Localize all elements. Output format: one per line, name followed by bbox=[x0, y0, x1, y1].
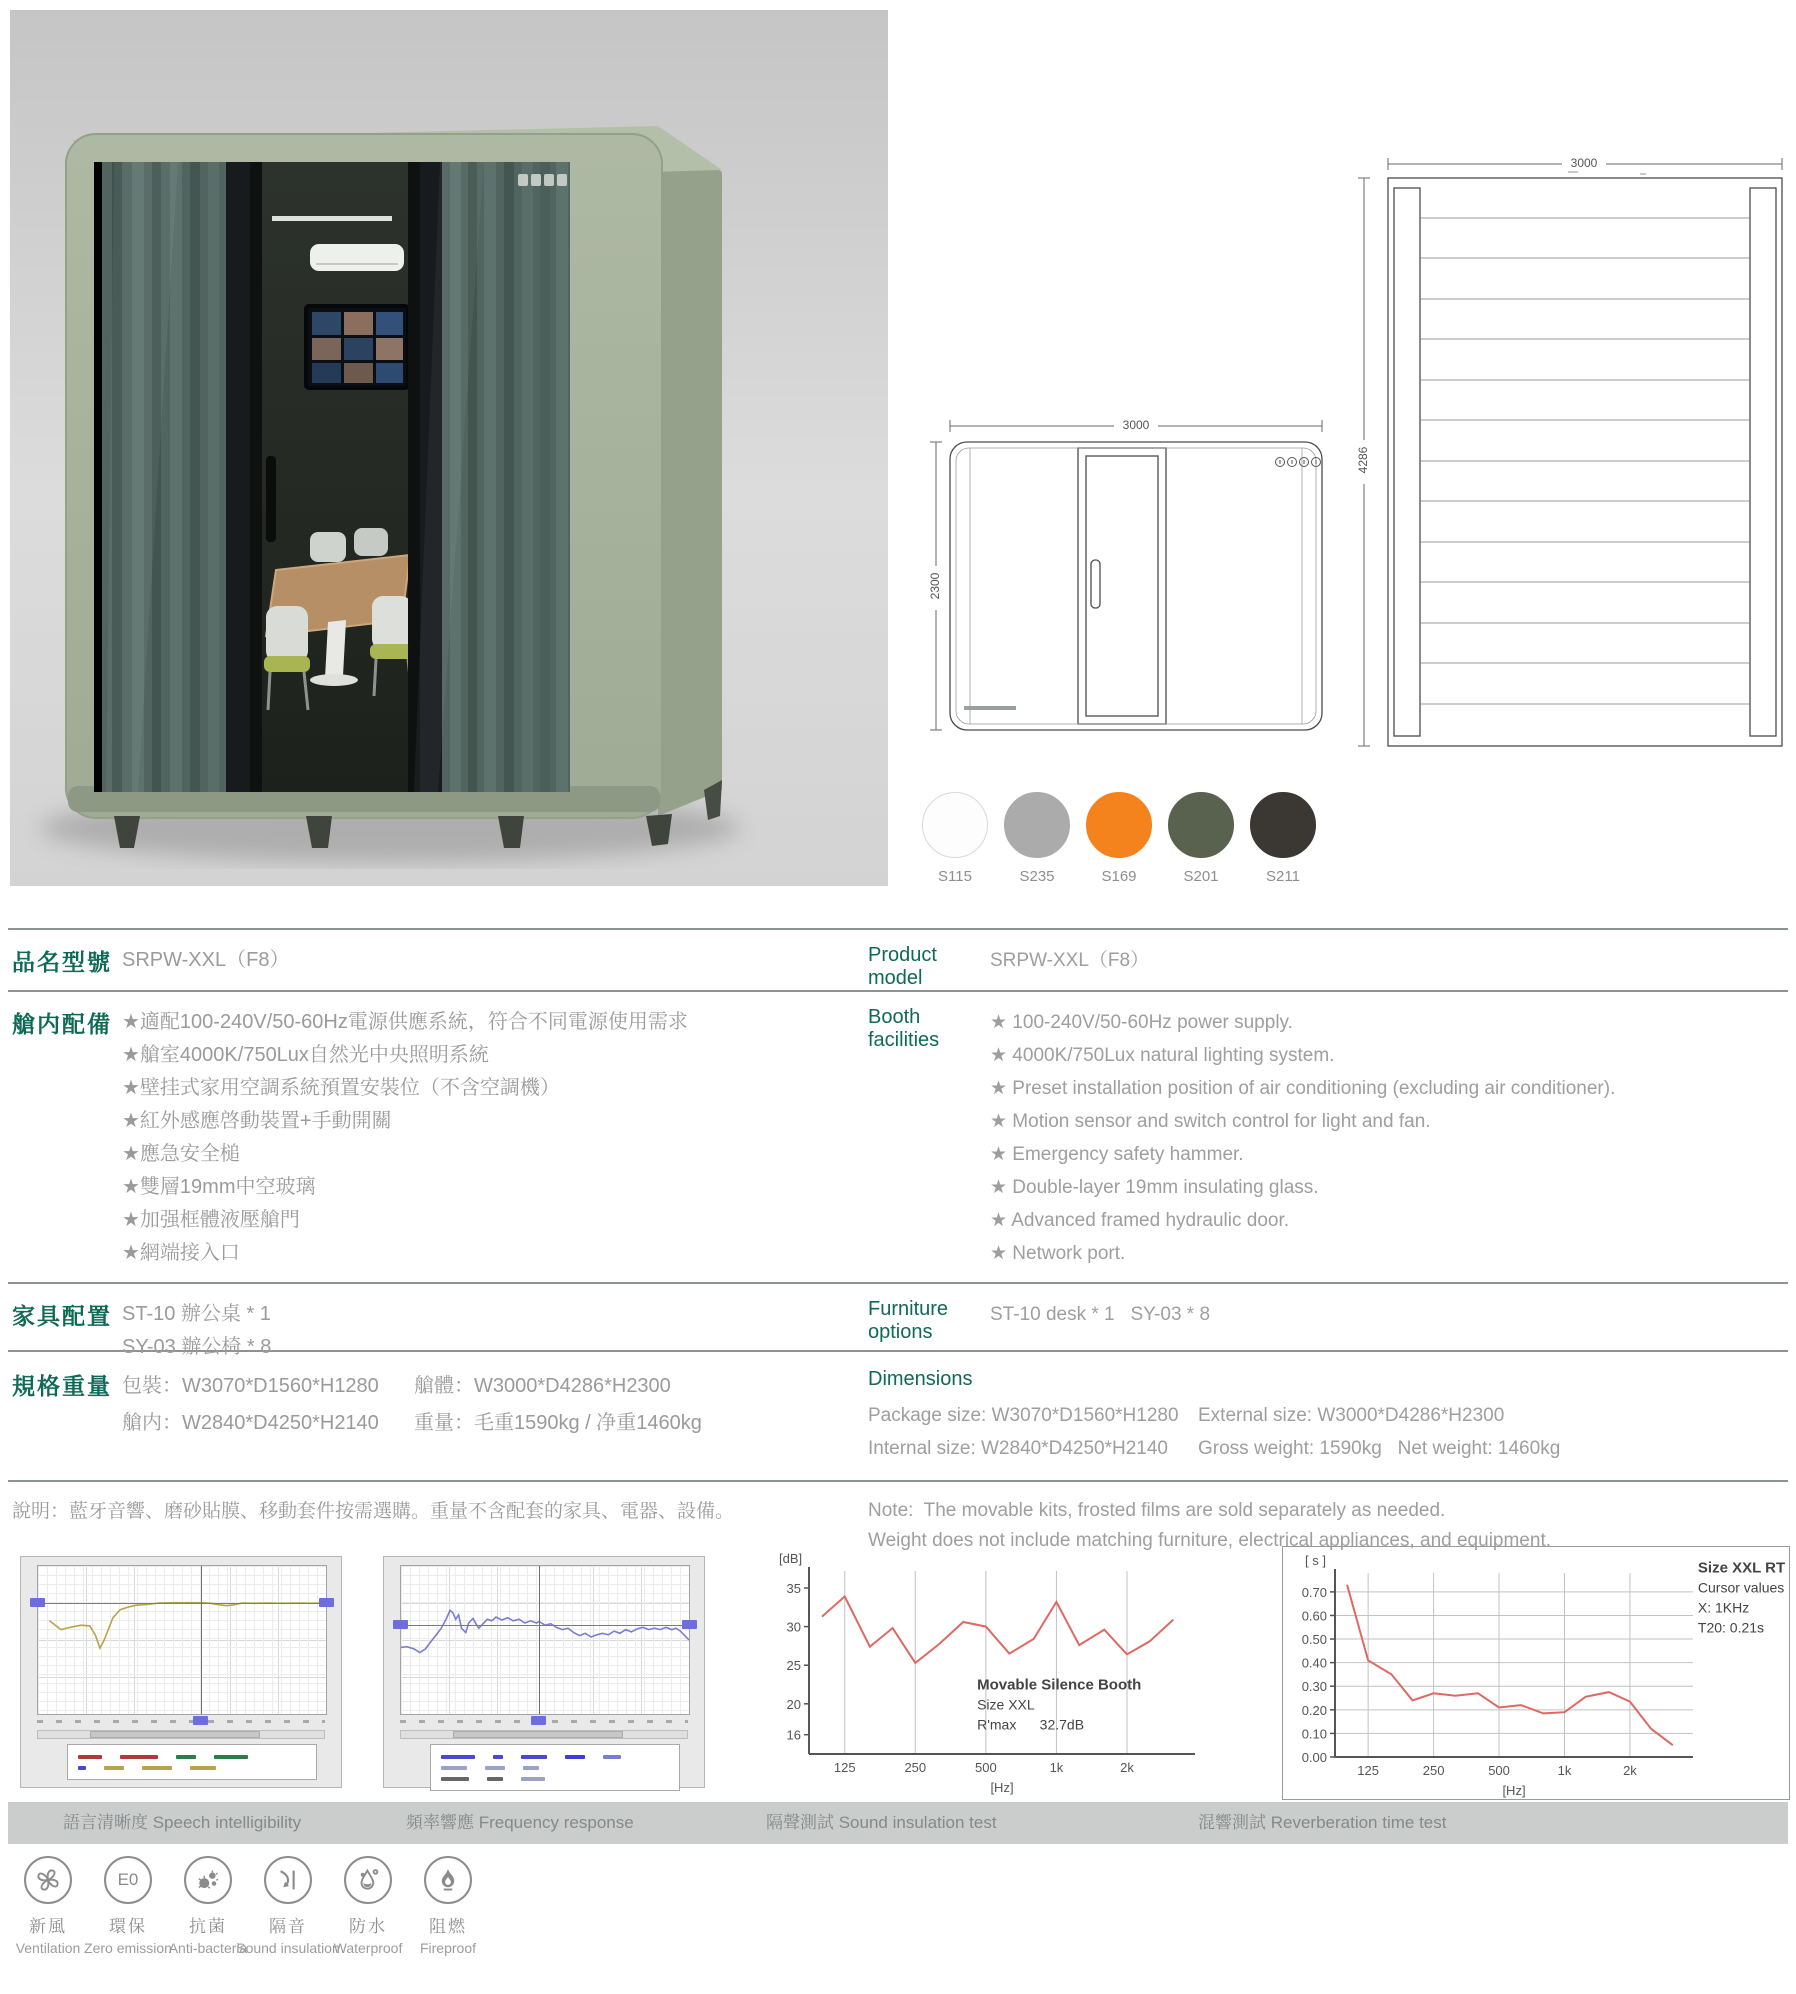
svg-text:0.30: 0.30 bbox=[1301, 1679, 1327, 1695]
note-zh: 說明：藍牙音響、磨砂貼膜、移動套件按需選購。重量不含配套的家具、電器、設備。 bbox=[12, 1501, 735, 1522]
row-booth-facilities bbox=[8, 990, 1788, 1282]
badge-label-en: Zero emission bbox=[84, 1940, 172, 1956]
svg-text:Size XXL RT: Size XXL RT bbox=[1697, 1559, 1786, 1577]
model-label-zh: 品名型號 bbox=[12, 949, 112, 975]
chart-title-frequency: 頻率響應 Frequency response bbox=[406, 1813, 634, 1832]
dimensions-block-en bbox=[858, 1368, 1788, 1480]
chart-title-reverberation: 混響測試 Reverberation time test bbox=[1198, 1813, 1447, 1832]
svg-text:30: 30 bbox=[786, 1619, 801, 1635]
note-en-line2: Weight does not include matching furniture, electrical appliances, and equipment. bbox=[868, 1530, 1551, 1551]
e0-icon: E0 bbox=[104, 1856, 152, 1904]
svg-text:35: 35 bbox=[786, 1580, 801, 1596]
front-width-dim: 3000 bbox=[1122, 418, 1150, 432]
svg-text:[Hz]: [Hz] bbox=[1502, 1783, 1526, 1798]
chart-reverberation-time bbox=[1282, 1546, 1790, 1800]
svg-text:[Hz]: [Hz] bbox=[990, 1780, 1014, 1795]
bacteria-icon bbox=[184, 1856, 232, 1904]
facilities-label-en: Booth facilities bbox=[868, 1006, 940, 1051]
swatch-code: S169 bbox=[1101, 868, 1137, 885]
badge-label-zh: 隔音 bbox=[269, 1917, 307, 1936]
drawing-logo-mark bbox=[964, 706, 1016, 710]
svg-text:125: 125 bbox=[833, 1760, 856, 1775]
svg-text:1k: 1k bbox=[1049, 1760, 1064, 1775]
fireproof-icon bbox=[424, 1856, 472, 1904]
front-height-dim: 2300 bbox=[928, 572, 942, 600]
model-value-en: SRPW-XXL（F8） bbox=[990, 950, 1150, 971]
svg-text:250: 250 bbox=[904, 1760, 927, 1775]
badge-label-zh: 環保 bbox=[109, 1917, 147, 1936]
badge-label-zh: 防水 bbox=[349, 1917, 387, 1936]
svg-text:250: 250 bbox=[1422, 1763, 1445, 1778]
badge-sound-insulation bbox=[236, 1856, 340, 1956]
swatch-S169 bbox=[1086, 792, 1152, 885]
svg-text:0.40: 0.40 bbox=[1301, 1655, 1327, 1671]
badge-label-en: Anti-bacteria bbox=[168, 1940, 248, 1956]
badge-label-en: Sound insulation bbox=[236, 1940, 340, 1956]
furniture-list-zh: ST-10 辦公桌 * 1 SY-03 辦公椅 * 8 bbox=[122, 1303, 272, 1358]
chart-sound-insulation bbox=[775, 1543, 1205, 1800]
swatch-S201 bbox=[1168, 792, 1234, 885]
badge-label-en: Waterproof bbox=[333, 1940, 403, 1956]
svg-text:Size XXL: Size XXL bbox=[977, 1696, 1035, 1713]
chart-frequency-response bbox=[383, 1556, 705, 1788]
svg-text:0.70: 0.70 bbox=[1301, 1584, 1327, 1600]
sound-icon bbox=[264, 1856, 312, 1904]
color-swatches bbox=[922, 792, 1316, 885]
waterproof-icon bbox=[344, 1856, 392, 1904]
row-note bbox=[8, 1480, 1788, 1550]
badge-label-en: Ventilation bbox=[15, 1940, 81, 1956]
note-en-line1: Note: The movable kits, frosted films are sold separately as needed. bbox=[868, 1500, 1446, 1521]
chart-title-speech: 語言清晰度 Speech intelligibility bbox=[63, 1813, 302, 1832]
swatch-dot bbox=[1250, 792, 1316, 858]
facilities-list-en: ★ 100-240V/50-60Hz power supply. ★ 4000K/750Lux natural lighting system. ★ Preset installation position of air conditioning (excluding air conditioner). ★ Motion sensor and switch control for light and fan. ★ Emergency safety hammer. ★ Double-layer 19mm insulating glass. ★ Advanced framed hydraulic door. ★ Network port. bbox=[990, 1012, 1616, 1264]
svg-text:500: 500 bbox=[975, 1760, 997, 1775]
badge-label-zh: 新風 bbox=[29, 1917, 67, 1936]
svg-text:2k: 2k bbox=[1120, 1760, 1134, 1775]
badge-ventilation bbox=[8, 1856, 88, 1956]
furniture-label-en: Furniture options bbox=[868, 1298, 949, 1343]
svg-text:[dB]: [dB] bbox=[779, 1551, 803, 1566]
internal-size-zh: 艙内：W2840*D4250*H2140 bbox=[122, 1412, 379, 1434]
product-photo bbox=[10, 10, 888, 886]
svg-text:25: 25 bbox=[786, 1658, 801, 1674]
spec-table bbox=[8, 928, 1788, 1550]
feature-badges bbox=[8, 1856, 488, 1956]
internal-size-en: Internal size: W2840*D4250*H2140 bbox=[868, 1438, 1168, 1459]
svg-text:0.50: 0.50 bbox=[1301, 1632, 1327, 1648]
plan-view-drawing bbox=[1354, 146, 1790, 762]
swatch-code: S115 bbox=[938, 868, 972, 885]
plan-width-dim: 3000 bbox=[1570, 156, 1598, 170]
chart-title-bar bbox=[8, 1802, 1788, 1844]
svg-text:R'max 32.7dB: R'max 32.7dB bbox=[977, 1716, 1085, 1733]
swatch-S115 bbox=[922, 792, 988, 885]
swatch-dot bbox=[1168, 792, 1234, 858]
svg-text:2k: 2k bbox=[1623, 1763, 1637, 1778]
chart-title-insulation: 隔聲測試 Sound insulation test bbox=[766, 1813, 997, 1832]
facilities-label-zh: 艙内配備 bbox=[12, 1011, 112, 1037]
badge-label-zh: 抗菌 bbox=[189, 1917, 227, 1936]
row-product-model bbox=[8, 928, 1788, 990]
badge-label-en: Fireproof bbox=[419, 1940, 477, 1956]
svg-text:Cursor values: Cursor values bbox=[1697, 1579, 1785, 1596]
swatch-dot bbox=[1086, 792, 1152, 858]
svg-text:125: 125 bbox=[1357, 1763, 1379, 1778]
weights-en: Gross weight: 1590kg Net weight: 1460kg bbox=[1198, 1438, 1561, 1459]
plan-depth-dim: 4286 bbox=[1356, 446, 1370, 474]
swatch-code: S211 bbox=[1266, 868, 1300, 885]
dimensions-label-en: Dimensions bbox=[868, 1368, 973, 1390]
badge-fireproof bbox=[408, 1856, 488, 1956]
fan-icon bbox=[24, 1856, 72, 1904]
swatch-code: S201 bbox=[1183, 868, 1219, 885]
svg-text:0.20: 0.20 bbox=[1301, 1702, 1327, 1718]
model-value-zh: SRPW-XXL（F8） bbox=[122, 949, 290, 971]
badge-label-zh: 阻燃 bbox=[429, 1917, 467, 1936]
row-furniture bbox=[8, 1282, 1788, 1358]
front-elevation-drawing bbox=[928, 408, 1330, 744]
swatch-S211 bbox=[1250, 792, 1316, 885]
svg-text:0.60: 0.60 bbox=[1301, 1608, 1327, 1624]
swatch-code: S235 bbox=[1019, 868, 1055, 885]
package-size-zh: 包裝：W3070*D1560*H1280 bbox=[122, 1375, 379, 1397]
svg-text:500: 500 bbox=[1488, 1763, 1510, 1778]
svg-text:[ s ]: [ s ] bbox=[1305, 1553, 1326, 1568]
swatch-dot bbox=[1004, 792, 1070, 858]
badge-zero-emission bbox=[84, 1856, 172, 1956]
external-size-zh: 艙體：W3000*D4286*H2300 bbox=[414, 1375, 671, 1397]
svg-text:Movable Silence Booth: Movable Silence Booth bbox=[977, 1676, 1142, 1694]
external-size-en: External size: W3000*D4286*H2300 bbox=[1198, 1405, 1505, 1426]
weight-zh: 重量：毛重1590kg / 净重1460kg bbox=[414, 1412, 702, 1434]
badge-waterproof bbox=[328, 1856, 408, 1956]
furniture-label-zh: 家具配置 bbox=[12, 1303, 112, 1329]
dimensions-grid-zh bbox=[122, 1368, 858, 1442]
svg-text:20: 20 bbox=[786, 1696, 801, 1712]
swatch-dot bbox=[922, 792, 988, 858]
model-label-en: Product model bbox=[868, 944, 937, 989]
furniture-value-en: ST-10 desk * 1 SY-03 * 8 bbox=[990, 1304, 1211, 1325]
svg-text:0.10: 0.10 bbox=[1301, 1726, 1327, 1742]
swatch-S235 bbox=[1004, 792, 1070, 885]
booth-render-illustration bbox=[10, 10, 888, 886]
svg-text:16: 16 bbox=[786, 1727, 801, 1743]
svg-text:1k: 1k bbox=[1557, 1763, 1572, 1778]
svg-text:T20: 0.21s: T20: 0.21s bbox=[1697, 1619, 1765, 1636]
package-size-en: Package size: W3070*D1560*H1280 bbox=[868, 1405, 1179, 1426]
svg-text:X: 1KHz: X: 1KHz bbox=[1697, 1599, 1750, 1616]
chart-speech-intelligibility bbox=[20, 1556, 342, 1788]
facilities-list-zh: ★適配100-240V/50-60Hz電源供應系統，符合不同電源使用需求 ★艙室4000K/750Lux自然光中央照明系統 ★壁挂式家用空調系統預置安裝位（不含空調機） ★紅外感應啓動裝置+手動開關 ★應急安全槌 ★雙層19mm中空玻璃 ★加强框體液壓艙門 ★網端接入口 bbox=[122, 1011, 688, 1264]
row-dimensions bbox=[8, 1350, 1788, 1480]
dimensions-label-zh: 規格重量 bbox=[12, 1373, 112, 1399]
svg-text:0.00: 0.00 bbox=[1301, 1750, 1327, 1765]
